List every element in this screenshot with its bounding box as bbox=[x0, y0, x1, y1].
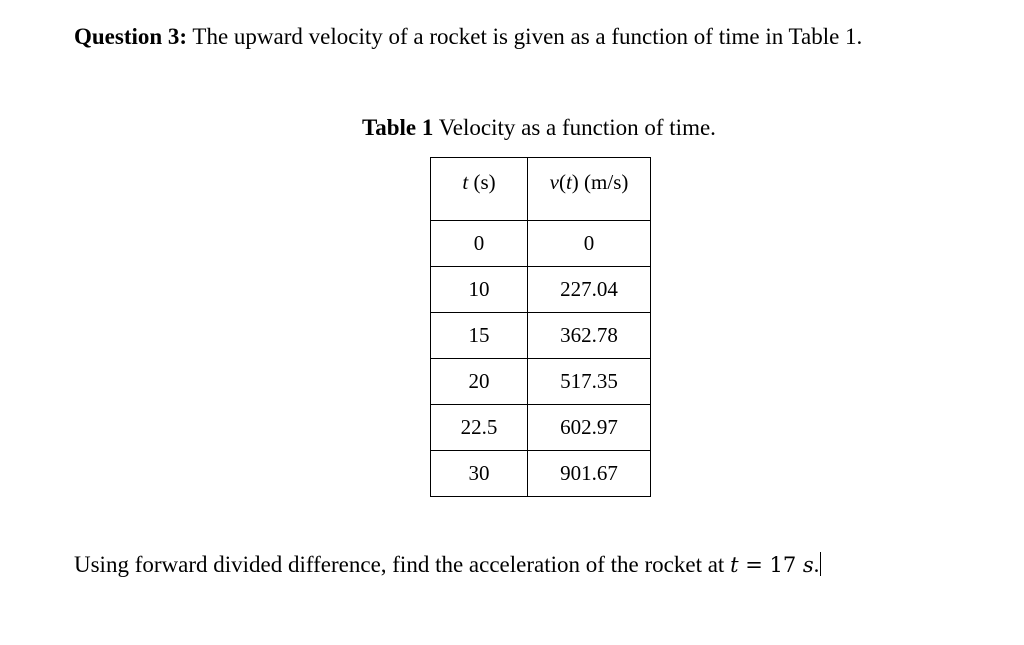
cell-velocity: 362.78 bbox=[528, 313, 651, 359]
table-row bbox=[431, 267, 651, 313]
question-label: Question 3: bbox=[74, 24, 188, 49]
header-velocity-unit: ) (m/s) bbox=[571, 170, 629, 194]
text-cursor bbox=[820, 552, 821, 576]
header-velocity bbox=[528, 158, 651, 221]
cell-time: 10 bbox=[431, 267, 528, 313]
cell-velocity: 227.04 bbox=[528, 267, 651, 313]
table-row bbox=[431, 405, 651, 451]
cell-velocity: 0 bbox=[528, 221, 651, 267]
question-body: The upward velocity of a rocket is given as a function of time in Table 1. bbox=[187, 24, 863, 49]
cell-time: 30 bbox=[431, 451, 528, 497]
cell-time: 22.5 bbox=[431, 405, 528, 451]
table-row bbox=[431, 221, 651, 267]
cell-time: 20 bbox=[431, 359, 528, 405]
velocity-table bbox=[430, 157, 651, 497]
question-text bbox=[74, 22, 862, 52]
cell-time: 0 bbox=[431, 221, 528, 267]
header-time-unit: (s) bbox=[468, 170, 496, 194]
cell-velocity: 517.35 bbox=[528, 359, 651, 405]
cell-velocity: 901.67 bbox=[528, 451, 651, 497]
prompt-body: Using forward divided difference, find the acceleration of the rocket at bbox=[74, 552, 731, 577]
header-velocity-open: ( bbox=[558, 170, 566, 194]
prompt-math bbox=[730, 553, 814, 577]
table-row bbox=[431, 359, 651, 405]
cell-time: 15 bbox=[431, 313, 528, 359]
table-caption bbox=[362, 113, 716, 143]
prompt-math-unit: s bbox=[802, 553, 814, 577]
header-time-var: t bbox=[462, 170, 469, 194]
table-row bbox=[431, 451, 651, 497]
table-row bbox=[431, 313, 651, 359]
header-velocity-arg: t bbox=[565, 170, 572, 194]
table-caption-label: Table 1 bbox=[362, 115, 434, 140]
prompt-math-var: t bbox=[730, 553, 739, 577]
table-header-row bbox=[431, 158, 651, 221]
header-velocity-var: v bbox=[549, 170, 559, 194]
cell-velocity: 602.97 bbox=[528, 405, 651, 451]
header-time bbox=[431, 158, 528, 221]
table-caption-text: Velocity as a function of time. bbox=[433, 115, 716, 140]
prompt-text[interactable] bbox=[74, 550, 821, 580]
prompt-end: . bbox=[813, 552, 820, 577]
prompt-math-eq: = 17 bbox=[738, 553, 803, 577]
